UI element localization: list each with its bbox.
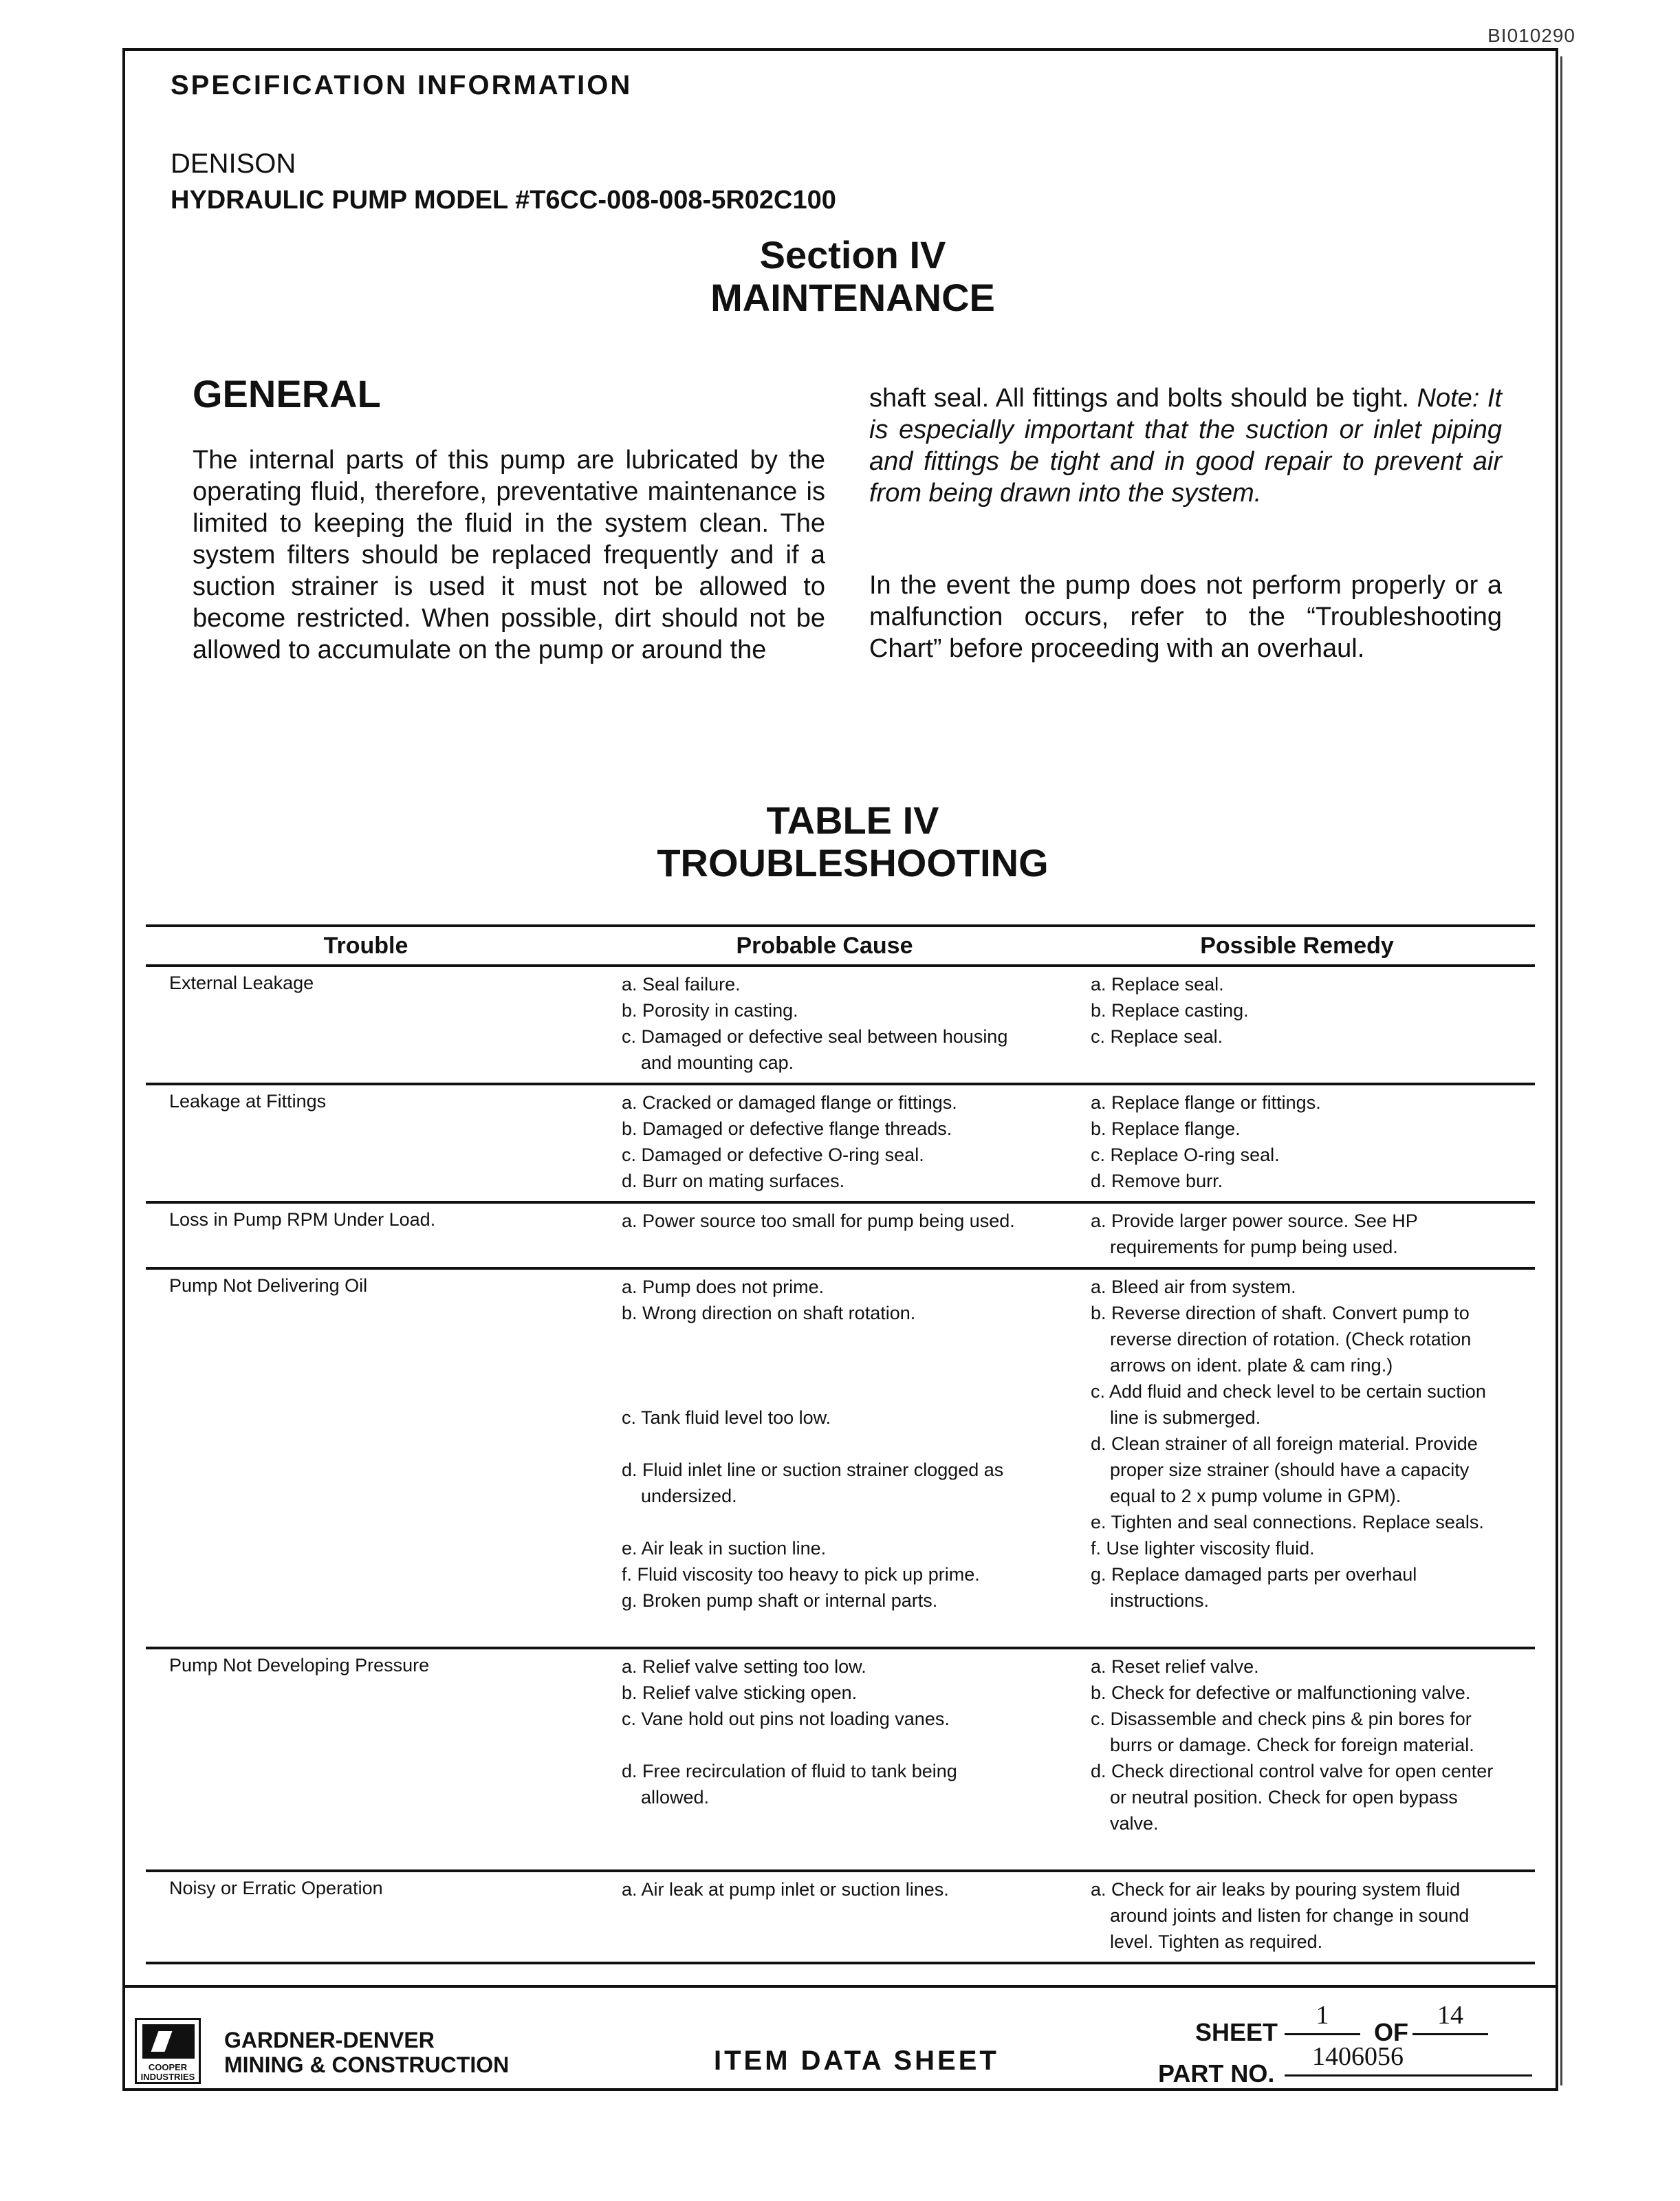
document-id: BI010290 — [1487, 25, 1575, 46]
cause-item: a. Pump does not prime. — [622, 1277, 825, 1297]
remedy-item: a. Replace seal. — [1091, 974, 1224, 995]
cause-list — [622, 1089, 1027, 1194]
remedy-item: b. Replace flange. — [1091, 1118, 1241, 1139]
remedy-item: a. Bleed air from system. — [1091, 1277, 1296, 1297]
part-number: 1406056 — [1285, 2041, 1532, 2077]
part-number-label: PART NO. — [1158, 2059, 1275, 2088]
remedy-item: a. Provide larger power source. See HP requirements for pump being used. — [1091, 1211, 1418, 1257]
table-row — [146, 1649, 1535, 1872]
remedy-list — [1091, 971, 1503, 1050]
cause-item: a. Air leak at pump inlet or suction lines. — [622, 1879, 949, 1900]
table-row — [146, 1872, 1535, 1964]
remedy-item: d. Remove burr. — [1091, 1171, 1223, 1191]
remedy-item: c. Add fluid and check level to be certain suction line is submerged. — [1091, 1381, 1486, 1428]
trouble-cell: External Leakage — [169, 973, 314, 993]
table-row — [146, 1204, 1535, 1270]
cause-item: a. Seal failure. — [622, 974, 741, 995]
sheet-label: SHEET — [1195, 2018, 1278, 2046]
trouble-cell: Loss in Pump RPM Under Load. — [169, 1209, 436, 1230]
cause-item: d. Burr on mating surfaces. — [622, 1171, 845, 1191]
sheet-total: 14 — [1412, 2000, 1488, 2035]
cause-item — [622, 1326, 1027, 1352]
remedy-item: d. Clean strainer of all foreign material. Provide proper size strainer (should have a capacity equal to 2 x pump volume in GPM). — [1091, 1433, 1478, 1506]
cause-item: c. Damaged or defective O-ring seal. — [622, 1145, 924, 1165]
cause-item: a. Relief valve setting too low. — [622, 1656, 866, 1677]
cause-item — [622, 1509, 1027, 1535]
header-possible-remedy: Possible Remedy — [1200, 933, 1394, 959]
sheet-number: 1 — [1285, 2000, 1360, 2035]
spec-title: SPECIFICATION INFORMATION — [171, 70, 633, 100]
remedy-item: c. Replace seal. — [1091, 1026, 1223, 1047]
paragraph-2-note: Note: It is especially important that the suction or inlet piping and fittings be tight and in good repair to prevent air from being drawn into the system. — [869, 384, 1503, 508]
cause-list — [622, 1654, 1027, 1810]
cause-item: c. Tank fluid level too low. — [622, 1407, 831, 1428]
remedy-list — [1091, 1274, 1503, 1614]
cause-item — [622, 1378, 1027, 1405]
trouble-cell: Pump Not Developing Pressure — [169, 1655, 430, 1676]
cause-item: d. Fluid inlet line or suction strainer clogged as undersized. — [622, 1460, 1004, 1506]
general-paragraph-2 — [869, 382, 1502, 509]
trouble-cell: Pump Not Delivering Oil — [169, 1275, 368, 1296]
remedy-item: b. Replace casting. — [1091, 1000, 1249, 1021]
of-label: OF — [1374, 2018, 1408, 2046]
cause-item: d. Free recirculation of fluid to tank being allowed. — [622, 1761, 957, 1808]
remedy-item: a. Replace flange or fittings. — [1091, 1092, 1321, 1113]
cause-item: b. Damaged or defective flange threads. — [622, 1118, 952, 1139]
remedy-item: a. Check for air leaks by pouring system fluid around joints and listen for change in sound level. Tighten as required. — [1091, 1879, 1470, 1952]
row-rule — [146, 1962, 1535, 1964]
cooper-logo — [135, 2018, 201, 2084]
cooper-logo-mark — [142, 2024, 195, 2059]
cause-item: b. Relief valve sticking open. — [622, 1682, 858, 1703]
company-division: MINING & CONSTRUCTION — [224, 2052, 510, 2077]
footer — [122, 1985, 1558, 2091]
cause-list — [622, 1876, 1027, 1902]
cause-list — [622, 1274, 1027, 1614]
trouble-cell: Leakage at Fittings — [169, 1091, 327, 1112]
trouble-cell: Noisy or Erratic Operation — [169, 1878, 383, 1898]
remedy-item: e. Tighten and seal connections. Replace seals. — [1091, 1512, 1484, 1532]
remedy-item: b. Check for defective or malfunctioning valve. — [1091, 1682, 1471, 1703]
cause-item: a. Cracked or damaged flange or fittings. — [622, 1092, 957, 1113]
table-number: TABLE IV — [766, 799, 939, 842]
cause-item: f. Fluid viscosity too heavy to pick up prime. — [622, 1564, 980, 1585]
cause-item: e. Air leak in suction line. — [622, 1538, 827, 1559]
remedy-item: g. Replace damaged parts per overhaul instructions. — [1091, 1564, 1417, 1611]
company-name: GARDNER-DENVER — [224, 2028, 435, 2052]
cooper-logo-text: COOPER INDUSTRIES — [140, 2062, 195, 2082]
cause-list — [622, 971, 1027, 1076]
remedy-item: f. Use lighter viscosity fluid. — [1091, 1538, 1315, 1559]
remedy-list — [1091, 1876, 1503, 1955]
remedy-list — [1091, 1654, 1503, 1836]
remedy-item: d. Check directional control valve for open center or neutral position. Check for open bypass valve. — [1091, 1761, 1494, 1834]
remedy-list — [1091, 1208, 1503, 1260]
table-row — [146, 1085, 1535, 1204]
header-probable-cause: Probable Cause — [736, 933, 913, 959]
header-trouble: Trouble — [323, 933, 408, 959]
general-heading: GENERAL — [193, 372, 381, 415]
remedy-item: a. Reset relief valve. — [1091, 1656, 1259, 1677]
cause-item — [622, 1431, 1027, 1457]
table-title: TROUBLESHOOTING — [657, 841, 1049, 885]
table-row — [146, 967, 1535, 1085]
remedy-list — [1091, 1089, 1503, 1194]
section-number: Section IV — [759, 233, 946, 277]
remedy-item: c. Disassemble and check pins & pin bores for burrs or damage. Check for foreign material. — [1091, 1709, 1474, 1755]
cause-item — [622, 1732, 1027, 1758]
cause-list — [622, 1208, 1027, 1234]
general-paragraph-1: The internal parts of this pump are lubricated by the operating fluid, therefore, preventative maintenance is limited to keeping the fluid in the system clean. The system filters should be replaced frequently and if a suction strainer is used it must not be allowed to become restricted. When possible, dirt should not be allowed to accumulate on the pump or around the — [193, 446, 825, 664]
manufacturer: DENISON — [171, 149, 296, 179]
cause-item: g. Broken pump shaft or internal parts. — [622, 1590, 938, 1611]
paragraph-2-text: shaft seal. All fittings and bolts should be tight. — [869, 384, 1410, 413]
general-paragraph-3: In the event the pump does not perform properly or a malfunction occurs, refer to the “Troubleshooting Chart” before proceeding with an overhaul. — [869, 571, 1502, 663]
item-data-sheet-label: ITEM DATA SHEET — [714, 2046, 999, 2076]
table-row — [146, 1270, 1535, 1649]
cause-item: c. Vane hold out pins not loading vanes. — [622, 1709, 950, 1729]
cause-item: b. Wrong direction on shaft rotation. — [622, 1303, 916, 1323]
remedy-item: b. Reverse direction of shaft. Convert pump to reverse direction of rotation. (Check rotation arrows on ident. plate & cam ring.) — [1091, 1303, 1472, 1376]
cause-item: b. Porosity in casting. — [622, 1000, 798, 1021]
pump-model: HYDRAULIC PUMP MODEL #T6CC-008-008-5R02C100 — [171, 186, 836, 215]
remedy-item: c. Replace O-ring seal. — [1091, 1145, 1280, 1165]
cause-item: c. Damaged or defective seal between housing and mounting cap. — [622, 1026, 1008, 1073]
cause-item — [622, 1352, 1027, 1378]
section-title: MAINTENANCE — [710, 276, 995, 319]
table-top-rule — [146, 924, 1535, 927]
cause-item: a. Power source too small for pump being used. — [622, 1211, 1015, 1231]
